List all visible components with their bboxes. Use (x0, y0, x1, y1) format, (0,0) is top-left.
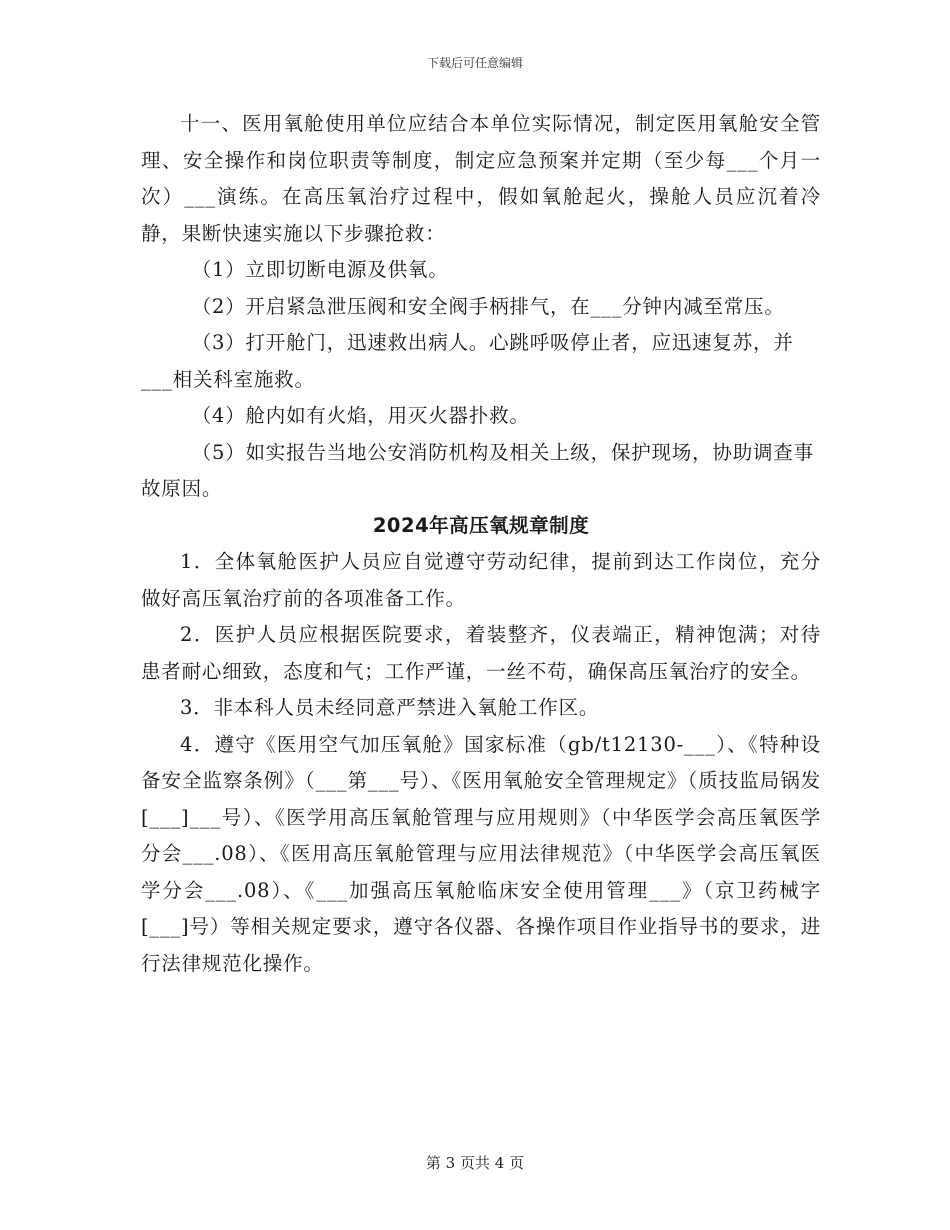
step-2: （2）开启紧急泄压阀和安全阀手柄排气，在___分钟内减至常压。 (191, 294, 785, 318)
rule-item-4: 4．遵守《医用空气加压氧舱》国家标准（gb/t12130-___）、《特种设备安全监察条例》（___第___号）、《医用氧舱安全管理规定》（质技监局锅发[___]___号）、《医学用高压氧舱管理与应用规则》（中华医学会高压氧医学分会___.08）、《医用高压氧舱管理与应用法律规范》（中华医学会高压氧医学分会___.08）、《___加强高压氧舱临床安全使用管理___》（京卫药械字[___]号）等相关规定要求，遵守各仪器、各操作项目作业指导书的要求，进行法律规范化操作。 (141, 732, 821, 975)
step-5: （5）如实报告当地公安消防机构及相关上级，保护现场，协助调查事故原因。 (141, 440, 814, 500)
step-3: （3）打开舱门，迅速救出病人。心跳呼吸停止者，应迅速复苏，并___相关科室施救。 (141, 331, 794, 391)
section2-title: 2024年高压氧规章制度 (372, 513, 590, 537)
rule-item-3: 3．非本科人员未经同意严禁进入氧舱工作区。 (180, 696, 600, 719)
step-4: （4）舱内如有火焰，用灭火器扑救。 (191, 404, 530, 427)
rule-item-2: 2．医护人员应根据医院要求，着装整齐，仪表端正，精神饱满；对待患者耐心细致，态度和气；工作严谨，一丝不苟，确保高压氧治疗的安全。 (141, 623, 821, 683)
page-header: 下载后可任意编辑 (426, 56, 523, 70)
document-body (141, 106, 821, 982)
section1-intro: 十一、医用氧舱使用单位应结合本单位实际情况，制定医用氧舱安全管理、安全操作和岗位职责等制度，制定应急预案并定期（至少每___个月一次）___演练。在高压氧治疗过程中，假如氧舱起火，操舱人员应沉着冷静，果断快速实施以下步骤抢救： (141, 112, 821, 245)
step-1: （1）立即切断电源及供氧。 (191, 258, 449, 281)
rule-item-1: 1．全体氧舱医护人员应自觉遵守劳动纪律，提前到达工作岗位，充分做好高压氧治疗前的各项准备工作。 (141, 550, 821, 610)
page-footer: 第 3 页共 4 页 (425, 1154, 525, 1172)
